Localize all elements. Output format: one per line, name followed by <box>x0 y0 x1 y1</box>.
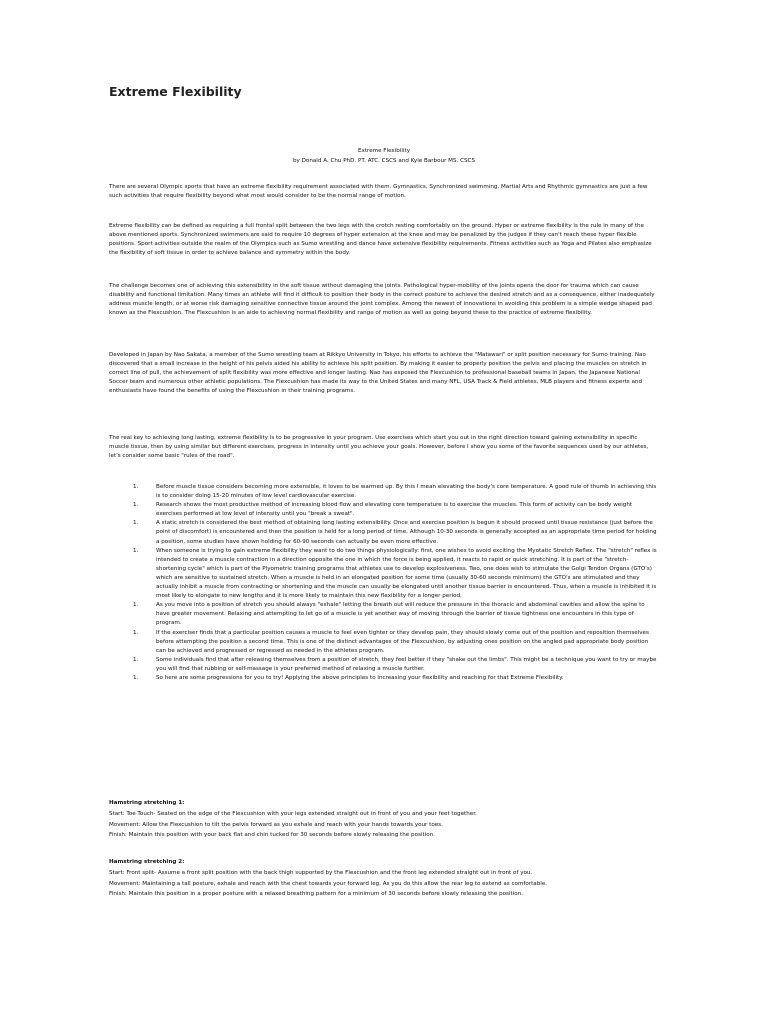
list-number: 1. <box>133 547 139 554</box>
list-item <box>109 483 658 501</box>
exercise-line: Finish: Maintain this position with your back flat and chin tucked for 30 seconds before slowly releasing the position. <box>109 832 435 839</box>
byline: by Donald A. Chu PhD. PT. ATC. CSCS and Kyle Barbour MS. CSCS <box>292 158 476 164</box>
list-item-text: A static stretch is considered the best method of obtaining long lasting extensibility. Once and exercise position is begun it should proceed until tissue resistance (just before the point of discomfort) is encountered and then the position is held for a long period of time. Although 10-30 seconds is generally accepted as an appropriate time period for holding a position, some studies have shown holding for 60-90 seconds can actually be even more effective. <box>156 520 657 545</box>
list-number: 1. <box>133 602 139 609</box>
page-title: Extreme Flexibility <box>109 84 242 99</box>
list-number: 1. <box>133 674 139 681</box>
list-number: 1. <box>133 520 139 527</box>
rules-list <box>109 483 658 683</box>
exercise-heading: Hamstring stretching 2: <box>109 859 185 865</box>
list-number: 1. <box>133 502 139 509</box>
list-item <box>109 519 658 546</box>
list-number: 1. <box>133 656 139 663</box>
list-item-text: When someone is trying to gain extreme flexibility they want to do two things physiologically: first, one wishes to avoid exciting the Myotatic Stretch Reflex. The "stretch" reflex is intended to create a muscle contraction in a direction opposite the one in which the force is being applied, it reacts to rapid or quick stretching. It is part of the "stretch-shortening cycle" which is part of the Plyometric training programs that athletes use to develop explosiveness. Two, one does wish to stimulate the Golgi Tendon Organs (GTO's) which are sensitive to sustained stretch. When a muscle is held in an elongated position for some time (usually 30-60 seconds minimum) the GTO's are stimulated and they actually inhibit a muscle from contracting or shortening and the muscle can usually be elongated until another tissue barrier is encountered. Thus, when a muscle is inhibited it is most likely to elongate to new lengths and it is more likely to maintain this new flexibility for a longer period. <box>156 547 657 600</box>
list-item <box>109 674 658 683</box>
list-item <box>109 547 658 602</box>
list-item <box>109 501 658 519</box>
exercise-block <box>109 798 658 841</box>
list-item <box>109 656 658 674</box>
subtitle: Extreme Flexibility <box>357 148 411 154</box>
list-item <box>109 629 658 656</box>
list-item-text: If the exerciser finds that a particular position causes a muscle to feel even tighter or they develop pain, they should slowly come out of the position and reposition themselves before attempting the position a second time. This is one of the distinct advantages of the Flexcushion, by adjusting ones position on the angled pad appropriate body position can be achieved and progressed or regressed as needed in the athletes program. <box>156 629 649 654</box>
list-item-text: Research shows the most productive method of increasing blood flow and elevating core temperature is to exercise the muscles. This form of activity can be body weight exercises performed at low level of intensity until you "break a sweat". <box>156 502 633 518</box>
paragraph: Developed in Japan by Nao Sakata, a member of the Sumo wrestling team at Rikkyo University in Tokyo, his efforts to achieve the "Matawari" or split position necessary for Sumo training. Nao discovered that a small increase in the height of his pelvis aided his ability to achieve his split position. By making it easier to properly position the pelvis and placing the muscles on stretch in correct line of pull, the achievement of split flexibility was more effective and longer lasting. Nao has exposed the Flexcushion to professional baseball teams in Japan, the Japanese National Soccer team and numerous other athletic populations. The Flexcushion has made its way to the United States and many NFL, USA Track & Field athletes, MLB players and fitness experts and enthusiasts have found the benefits of using the Flexcushion in their training programs. <box>109 352 647 395</box>
list-number: 1. <box>133 629 139 636</box>
list-item-text: As you move into a position of stretch you should always "exhale" letting the breath out will reduce the pressure in the thoracic and abdominal cavities and allow the spine to have greater movement. Relaxing and attempting to let go of a muscle is yet another way of moving through the barrier of tissue tightness one encounters in this type of program. <box>156 602 645 627</box>
paragraph: Extreme flexibility can be defined as requiring a full frontal split between the two legs with the crotch resting comfortably on the ground. Hyper or extreme flexibility is the rule in many of the above mentioned sports. Synchronized swimmers are said to require 10 degrees of hyper extension at the knee and may be penalized by the judges if they can't reach these hyper flexible positions. Sport activities outside the realm of the Olympics such as Sumo wrestling and dance have extensive flexibility requirements. Fitness activities such as Yoga and Pilates also emphasize the flexibility of soft tissue in order to achieve balance and symmetry within the body. <box>109 223 652 257</box>
exercise-line: Movement: Allow the Flexcushion to tilt the pelvis forward as you exhale and reach with your hands towards your toes. <box>109 821 443 828</box>
exercise-line: Start: Front split- Assume a front split position with the back thigh supported by the Flexcushion and the front leg extended straight out in front of you. <box>109 869 533 876</box>
list-item-text: Before muscle tissue considers becoming more extensible, it loves to be warmed up. By this I mean elevating the body's core temperature. A good rule of thumb in achieving this is to consider doing 15-20 minutes of low level cardiovascular exercise. <box>156 484 657 500</box>
paragraph: There are several Olympic sports that have an extreme flexibility requirement associated with them. Gymnastics, Synchronized swimming, Martial Arts and Rhythmic gymnastics are just a few such activities that require flexibility beyond what most would consider to be the normal range of motion. <box>109 184 648 200</box>
exercise-line: Movement: Maintaining a tall posture, exhale and reach with the chest towards your forward leg. As you do this allow the rear leg to extend as comfortable. <box>109 880 548 887</box>
list-number: 1. <box>133 484 139 490</box>
list-item-text: Some individuals find that after releasing themselves from a position of stretch, they feel better if they "shake out the limbs". This might be a technique you want to try or maybe you will find that rubbing or self-massage is your preferred method of relaxing a muscle further. <box>156 656 657 672</box>
exercise-heading: Hamstring stretching 1: <box>109 800 185 806</box>
exercise-line: Start: Toe Touch- Seated on the edge of the Flexcushion with your legs extended straight out in front of you and your feet together. <box>109 810 477 817</box>
paragraph: The challenge becomes one of achieving this extensibility in the soft tissue without damaging the joints. Pathological hyper-mobility of the joints opens the door for trauma which can cause disability and functional limitation. Many times an athlete will find it difficult to position their body in the correct posture to achieve the desired stretch and as a consequence, either inadequately address muscle length, or at worse risk damaging sensitive connective tissue around the joint complex. Among the newest of innovations in avoiding this problem is a simple wedge shaped pad known as the Flexcushion. The Flexcushion is an aide to achieving normal flexibility and range of motion as well as going beyond these to the practice of extreme flexibility. <box>109 283 655 317</box>
paragraph: The real key to achieving long lasting, extreme flexibility is to be progressive in your program. Use exercises which start you out in the right direction toward gaining extensibility in specific muscle tissue, then by using similar but different exercises, progress in intensity until you achieve your goals. However, before I show you some of the favorite sequences used by our athletes, let's consider some basic "rules of the road". <box>109 435 649 460</box>
exercise-line: Finish: Maintain this position in a proper posture with a relaxed breathing pattern for a minimum of 30 seconds before slowly releasing the position. <box>109 891 524 898</box>
list-item-text: So here are some progressions for you to try! Applying the above principles to increasing your flexibility and reaching for that Extreme Flexibility. <box>156 674 564 681</box>
list-item <box>109 601 658 628</box>
exercise-block <box>109 857 658 900</box>
